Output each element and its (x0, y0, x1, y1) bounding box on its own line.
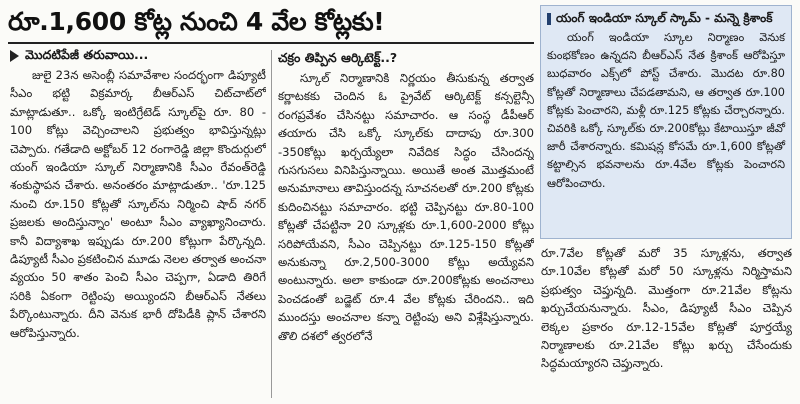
arrow-icon (10, 50, 19, 62)
sidebar-title-text: యంగ్ ఇండియా స్కూల్ స్కామ్ - మన్నె క్రిశాంక్ (556, 11, 773, 25)
continuation-subhead (10, 45, 260, 65)
article-column-1 (10, 66, 266, 400)
continuation-subhead-label: మొదటిపేజీ తరువాయి... (25, 47, 149, 62)
article-column-2 (278, 48, 534, 400)
column-divider (271, 50, 272, 398)
architect-heading: చక్రం తిప్పిన ఆర్కిటెక్ట్..? (278, 50, 398, 65)
intro-paragraph: జులై 23న అసెంబ్లీ సమావేశాల సందర్భంగా డిప్యూటీ సీఎం భట్టి విక్రమార్క బీఆర్‌ఎస్ చిట్‌చాట్‌లో మాట్లాడుతూ.. ఒక్కో ఇంటిగ్రేటెడ్ స్కూల్‌పై రూ. 80 - 100 కోట్లు వెచ్చించాలని ప్రభుత్వం భావిస్తున్నట్లు చెప్పారు. గతేడాది అక్టోబర్ 12 రంగారెడ్డి జిల్లా కొందుర్గులో యంగ్ ఇండియా స్కూల్ నిర్మాణానికి సీఎం రేవంత్‌రెడ్డి శంకుస్థాపన చేశారు. అనంతరం మాట్లాడుతూ.. 'రూ.125 నుంచి రూ.150 కోట్లతో స్కూల్‌ను నిర్మించి షాద్ నగర్ ప్రజలకు అందిస్తున్నాం' అంటూ సీఎం వ్యాఖ్యానించారు. కానీ విద్యాశాఖ ఇప్పుడు రూ.200 కోట్లుగా పేర్కొన్నది. డిప్యూటీ సీఎం ప్రకటించిన మూడు నెలల తర్వాత అంచనా వ్యయం 50 శాతం పెంచి సీఎం చెప్పగా, ఏడాది తిరిగే సరికి ఏకంగా రెట్టింపు అయ్యిందని బీఆర్‌ఎస్ నేతలు పేర్కొంటున్నారు. దీని వెనుక భారీ దోపిడీకి ప్లాన్ చేశారని ఆరోపిస్తున్నారు. (10, 68, 266, 340)
headline-rule (8, 42, 534, 44)
headline: రూ.1,600 కోట్ల నుంచి 4 వేల కోట్లకు! (8, 7, 385, 36)
sidebar-box (540, 5, 792, 239)
title-bar-icon (547, 13, 551, 25)
continuation-paragraph: రూ.7వేల కోట్లతో మరో 35 స్కూళ్లను, తర్వాత రూ.10వేల కోట్లతో మరో 50 స్కూళ్లను నిర్మిస్తామని ప్రభుత్వం చెప్తున్నది. మొత్తంగా రూ.21వేల కోట్లను ఖర్చుచేయనున్నారు. సీఎం, డిప్యూటీ సీఎం చెప్పిన లెక్కల ప్రకారం రూ.12-15వేల కోట్లతో పూర్తయ్యే నిర్మాణాలకు రూ.21వేల కోట్లు ఖర్చు చేసేందుకు సిద్ధమయ్యారని చెప్తున్నారు. (541, 246, 792, 371)
sidebar-paragraph: యంగ్ ఇండియా స్కూల నిర్మాణం వెనుక కుంభకోణం ఉన్నదని బీఆర్‌ఎస్ నేత క్రిశాంక్ ఆరోపిస్తూ బుధవారం ఎక్స్‌లో పోస్ట్ చేశారు. మొదట రూ.80 కోట్లతో నిర్మాణాలు చేపడతామని, ఆ తర్వాత రూ.100 కోట్లకు పెంచారని, మళ్లీ రూ.125 కోట్లకు చేర్చారన్నారు. చివరికి ఒక్కో స్కూల్‌కు రూ.200కోట్లు కేటాయిస్తూ జీవో జారీ చేశారన్నారు. కమిషన్ల కోసమే రూ.1,600 కోట్లతో కట్టాల్సిన భవనాలను రూ.4వేల కోట్లకు పెంచారని ఆరోపించారు. (547, 31, 785, 190)
article-column-3 (541, 244, 792, 400)
sidebar-title (547, 10, 785, 27)
sidebar-body (547, 29, 785, 193)
architect-paragraph: స్కూల్ నిర్మాణానికి నిర్ణయం తీసుకున్న తర్వాత కర్ణాటకకు చెందిన ఓ ప్రైవేట్ ఆర్కిటెక్ట్ కన్సల్టెన్సీ రంగప్రవేశం చేసినట్టు సమాచారం. ఆ సంస్థ డీపీఆర్ తయారు చేసి ఒక్కో స్కూల్‌కు దాదాపు రూ.300 -350కోట్లు ఖర్చయ్యేలా నివేదిక సిద్ధం చేసిందన్న గుసగుసలు వినిపిస్తున్నాయి. అయితే అంత మొత్తమంటే అనుమానాలు తావిస్తుందన్న సూచనలతో రూ.200 కోట్లకు కుదించినట్టు సమాచారం. భట్టి చెప్పినట్టు రూ.80-100 కోట్లతో చేపట్టినా 20 స్కూళ్లకు రూ.1,600-2000 కోట్లు సరిపోయేవని, సీఎం చెప్పినట్టు రూ.125-150 కోట్లతో అనుకున్నా రూ.2,500-3000 కోట్లు అయ్యేవని అంటున్నారు. అలా కాకుండా రూ.200కోట్లకు అంచనాలు పెంచడంతో బడ్జెట్ రూ.4 వేల కోట్లకు చేరిందని.. ఇది ముందస్తు అంచనాల కన్నా రెట్టింపు అని విశ్లేషిస్తున్నారు. తొలి దశలో త్వరలోనే (278, 71, 534, 343)
